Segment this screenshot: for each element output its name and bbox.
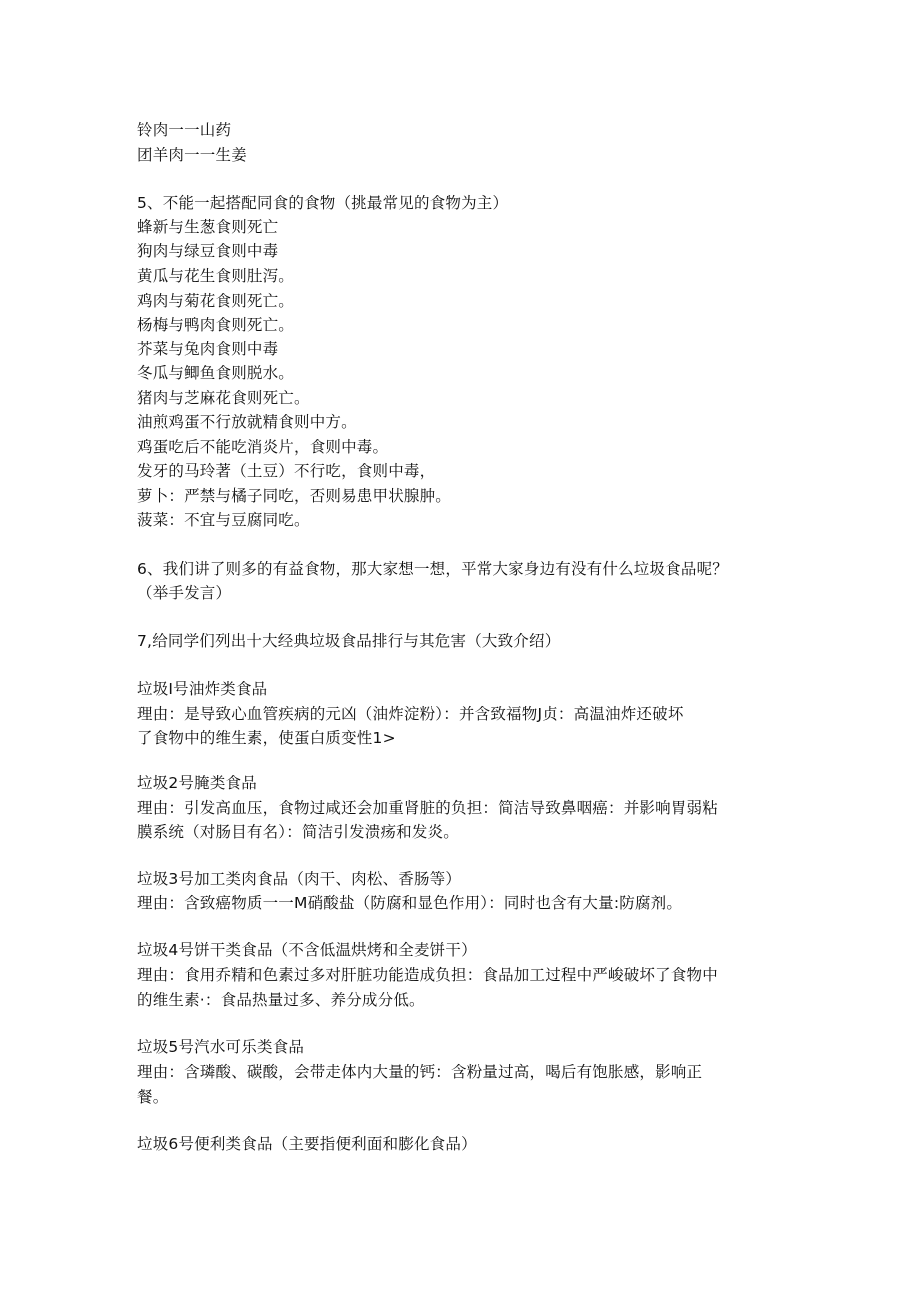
- junk-food-3-reason: 理由：含致癌物质一一M硝酸盐（防腐和显色作用）：同时也含有大量:防腐剂。: [137, 894, 683, 912]
- junk-food-1-title: 垃圾I号油炸类食品: [137, 680, 268, 698]
- junk-food-5-reason: 理由：含璘酸、碳酸，会带走体内大量的钙：含粉量过高，喝后有饱胀感，影响正: [137, 1063, 703, 1081]
- junk-food-5-title: 垃圾5号汽水可乐类食品: [137, 1038, 305, 1056]
- incompatible-item: 黄瓜与花生食则肚泻。: [137, 267, 295, 285]
- junk-food-5-reason-cont: 餐。: [137, 1088, 169, 1106]
- section-7-heading: 7,给同学们列出十大经典垃圾食品排行与其危害（大致介绍）: [137, 632, 561, 650]
- incompatible-item: 芥菜与兔肉食则中毒: [137, 340, 279, 358]
- incompatible-item: 猪肉与芝麻花食则死亡。: [137, 389, 310, 407]
- junk-food-1-reason-cont: 了食物中的维生素，使蛋白质变性1>: [137, 729, 396, 747]
- incompatible-item: 冬瓜与鲫鱼食则脱水。: [137, 364, 295, 382]
- junk-food-4-title: 垃圾4号饼干类食品（不含低温烘烤和全麦饼干）: [137, 941, 477, 959]
- incompatible-item: 菠菜：不宜与豆腐同吃。: [137, 511, 310, 529]
- section-6-note: （举手发言）: [137, 584, 232, 602]
- junk-food-3-title: 垃圾3号加工类肉食品（肉干、肉松、香肠等）: [137, 870, 462, 888]
- junk-food-1-reason: 理由：是导致心血管疾病的元凶（油炸淀粉）：并含致福物J贞：高温油炸还破坏: [137, 705, 684, 723]
- junk-food-2-reason-cont: 膜系统（对肠目有名）：简洁引发溃疡和发炎。: [137, 823, 459, 841]
- incompatible-item: 狗肉与绿豆食则中毒: [137, 242, 279, 260]
- junk-food-4-reason-cont: 的维生素·：食品热量过多、养分成分低。: [137, 991, 425, 1009]
- junk-food-6-title: 垃圾6号便利类食品（主要指便利面和膨化食品）: [137, 1135, 477, 1153]
- incompatible-item: 蜂新与生葱食则死亡: [137, 218, 279, 236]
- junk-food-2-title: 垃圾2号腌类食品: [137, 774, 257, 792]
- incompatible-item: 发牙的马玲著（土豆）不行吃，食则中毒，: [137, 462, 436, 480]
- incompatible-item: 鸡肉与菊花食则死亡。: [137, 292, 295, 310]
- pairing-line-1: 铃肉一一山药: [137, 121, 232, 139]
- junk-food-2-reason: 理由：引发高血压，食物过咸还会加重肾脏的负担：简洁导致鼻咽癌：并影响胃弱粘: [137, 799, 718, 817]
- pairing-line-2: 团羊肉一一生姜: [137, 146, 247, 164]
- incompatible-item: 萝卜：严禁与橘子同吃，否则易患甲状腺肿。: [137, 487, 452, 505]
- section-5-heading: 5、不能一起搭配同食的食物（挑最常见的食物为主）: [137, 194, 509, 212]
- incompatible-item: 杨梅与鸭肉食则死亡。: [137, 316, 295, 334]
- incompatible-item: 油煎鸡蛋不行放就精食则中方。: [137, 413, 357, 431]
- section-6-heading: 6、我们讲了则多的有益食物，那大家想一想，平常大家身边有没有什么垃圾食品呢？: [137, 560, 728, 578]
- junk-food-4-reason: 理由：食用乔精和色素过多对肝脏功能造成负担：食品加工过程中严峻破坏了食物中: [137, 966, 718, 984]
- incompatible-item: 鸡蛋吃后不能吃消炎片，食则中毒。: [137, 438, 389, 456]
